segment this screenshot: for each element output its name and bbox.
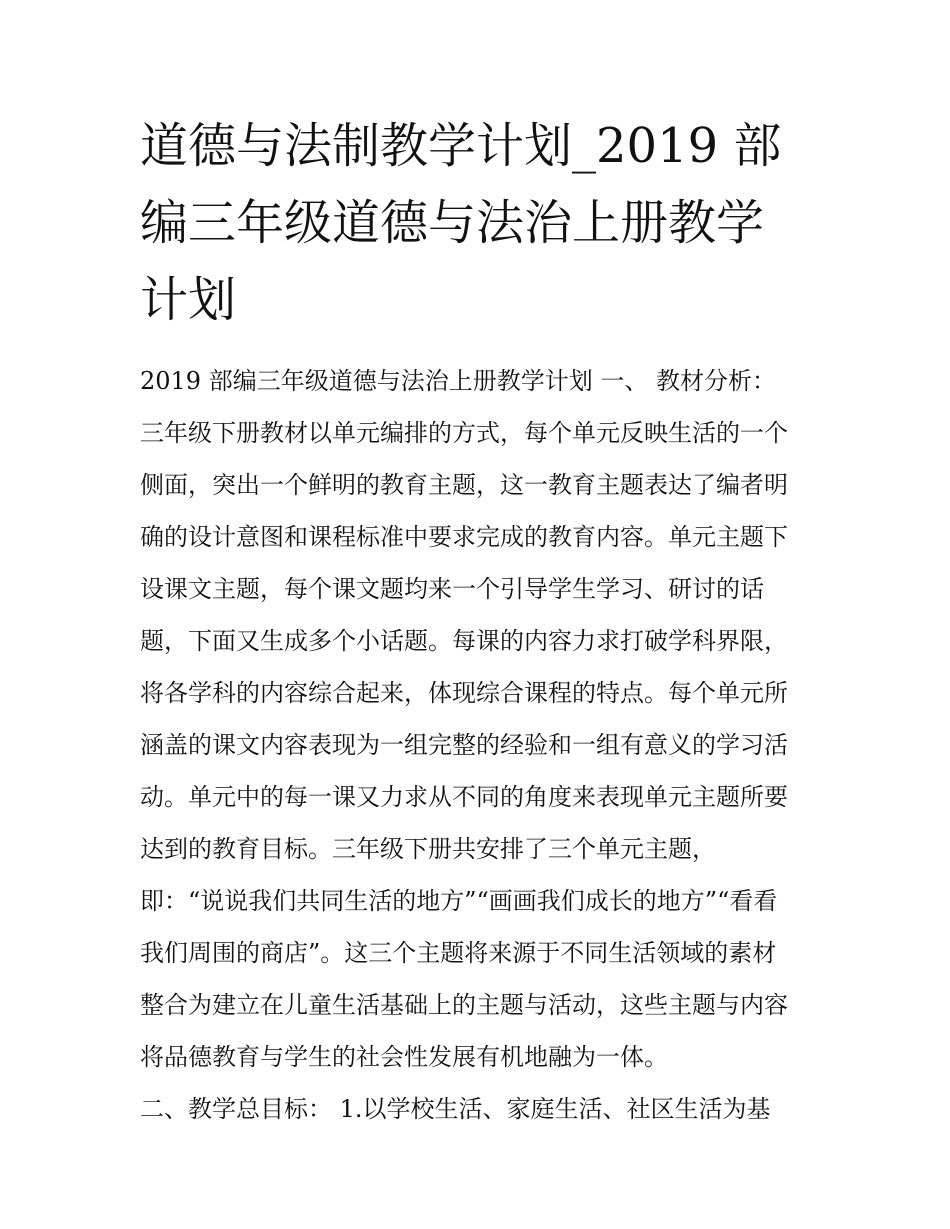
body-line: 整合为建立在儿童生活基础上的主题与活动，这些主题与内容 [140, 991, 788, 1019]
body-line: 达到的教育目标。三年级下册共安排了三个单元主题， [140, 835, 716, 863]
body-line: 二、教学总目标： 1.以学校生活、家庭生活、社区生活为基 [140, 1095, 771, 1123]
body-line: 即：“说说我们共同生活的地方”“画画我们成长的地方”“看看 [140, 887, 778, 915]
body-line: 我们周围的商店”。这三个主题将来源于不同生活领域的素材 [140, 939, 777, 967]
body-line: 确的设计意图和课程标准中要求完成的教育内容。单元主题下 [140, 523, 788, 551]
body-line: 三年级下册教材以单元编排的方式，每个单元反映生活的一个 [140, 419, 788, 447]
body-line: 将品德教育与学生的社会性发展有机地融为一体。 [140, 1043, 668, 1071]
document-title [140, 108, 810, 339]
body-line: 动。单元中的每一课又力求从不同的角度来表现单元主题所要 [140, 783, 788, 811]
body-line: 设课文主题，每个课文题均来一个引导学生学习、研讨的话 [140, 575, 764, 603]
body-line: 涵盖的课文内容表现为一组完整的经验和一组有意义的学习活 [140, 731, 788, 759]
title-line: 道德与法制教学计划_2019 部 [140, 118, 782, 174]
title-line: 计划 [140, 272, 237, 328]
title-line: 编三年级道德与法治上册教学 [140, 195, 765, 251]
body-line: 题，下面又生成多个小话题。每课的内容力求打破学科界限， [140, 627, 788, 655]
document-body [140, 355, 820, 1135]
body-line: 将各学科的内容综合起来，体现综合课程的特点。每个单元所 [140, 679, 788, 707]
body-line: 2019 部编三年级道德与法治上册教学计划 一、 教材分析： [140, 367, 776, 395]
body-line: 侧面，突出一个鲜明的教育主题，这一教育主题表达了编者明 [140, 471, 788, 499]
